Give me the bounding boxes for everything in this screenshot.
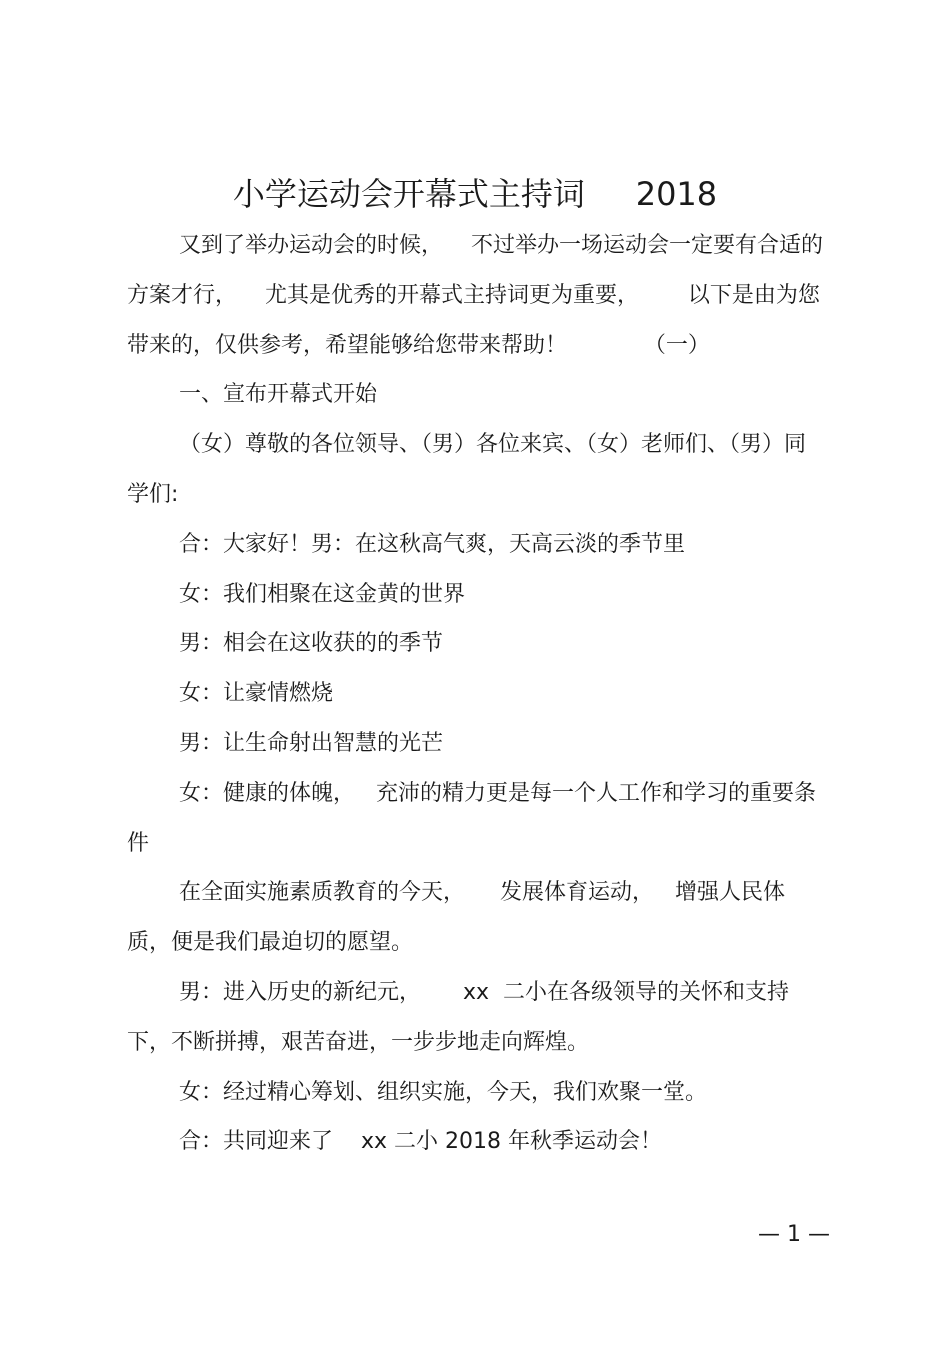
paragraph: 在全面实施素质教育的今天， 发展体育运动， 增强人民体质，便是我们最迫切的愿望。	[127, 880, 785, 956]
paragraph: 合：大家好！男：在这秋高气爽，天高云淡的季节里	[179, 531, 686, 557]
document-body	[127, 221, 827, 1167]
paragraph: 女：经过精心筹划、组织实施，今天，我们欢聚一堂。	[179, 1079, 708, 1105]
paragraph: 一、宣布开幕式开始	[179, 382, 378, 408]
paragraph: 男：让生命射出智慧的光芒	[179, 730, 444, 756]
paragraph: 女：让豪情燃烧	[179, 681, 334, 707]
paragraph: 男：进入历史的新纪元， xx 二小在各级领导的关怀和支持下，不断拼搏，艰苦奋进，一步步地走向辉煌。	[127, 979, 789, 1055]
paragraph: 合：共同迎来了 xx 二小 2018 年秋季运动会！	[179, 1129, 662, 1155]
paragraph: 女：健康的体魄， 充沛的精力更是每一个人工作和学习的重要条件	[127, 780, 816, 856]
document-title: 小学运动会开幕式主持词 2018	[232, 175, 718, 213]
page-number: — 1 —	[758, 1222, 830, 1247]
paragraph: 女：我们相聚在这金黄的世界	[179, 581, 466, 607]
paragraph: 男：相会在这收获的的季节	[179, 631, 444, 657]
paragraph: 又到了举办运动会的时候， 不过举办一场运动会一定要有合适的方案才行， 尤其是优秀的开幕式主持词更为重要， 以下是由为您带来的，仅供参考，希望能够给您带来帮助！ （一）	[127, 233, 823, 358]
paragraph: （女）尊敬的各位领导、（男）各位来宾、（女）老师们、（男）同学们:	[127, 432, 807, 507]
